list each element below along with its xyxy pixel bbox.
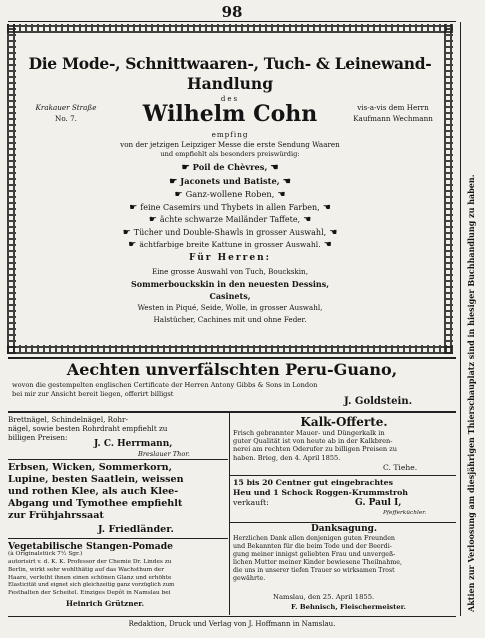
thanks-signature: F. Behnisch, Fleischermeister.	[291, 603, 406, 611]
goods-item: ☛ ächtfarbige breite Kattune in grosser Auswahl. ☚	[128, 240, 332, 250]
hay-occupation: Pfefferküchler.	[383, 510, 427, 516]
side-note-rule	[460, 22, 461, 616]
hay-line: Heu und 1 Schock Roggen-Krummstroh	[233, 488, 408, 497]
thanks-line: und Bekannten für die beim Tode und der Beerdi-	[233, 543, 392, 551]
pomade-signature: Heinrich Grützner.	[66, 599, 145, 608]
goods-item: ☛ Ganz-wollene Roben, ☚	[174, 189, 286, 200]
shop-title-line1: Die Mode-, Schnittwaaren-, Tuch- & Leinewand-	[28, 54, 432, 73]
pointing-hand-icon: ☛	[128, 240, 137, 250]
shop-title-line2: Handlung	[186, 74, 274, 93]
men-line: Sommerbouckskin in den neuesten Dessins,	[130, 279, 329, 289]
kalk-signature: C. Tiehe.	[383, 463, 418, 472]
side-note-text: Aktien zur Verloosung am diesjährigen Thierschauplatz sind in hiesiger Buchhandlung zu haben.	[466, 174, 476, 612]
thanks-title: Danksagung.	[310, 524, 378, 534]
pointing-hand-icon: ☚	[277, 190, 286, 200]
pomade-line: Elasticität und eignet sich gleichzeitig ganz vorzüglich zum	[8, 582, 175, 589]
kalk-advertisement	[233, 415, 455, 473]
goods-list	[21, 161, 439, 252]
pointing-hand-icon: ☚	[270, 163, 279, 173]
thanks-notice	[233, 524, 455, 614]
thanks-line: Herzlichen Dank allen denjenigen guten Freunden	[233, 535, 395, 542]
men-line: Casinets,	[209, 291, 251, 301]
pointing-hand-icon: ☚	[323, 240, 332, 250]
men-heading: Für Herren:	[189, 253, 271, 263]
pomade-title: Vegetabilische Stangen-Pomade	[8, 541, 173, 552]
left-address-number: No. 7.	[55, 114, 77, 123]
pointing-hand-icon: ☚	[322, 202, 331, 213]
goods-item: ☛ Poil de Chèvres, ☚	[181, 162, 279, 173]
separator-rule	[8, 411, 456, 413]
separator-rule	[8, 459, 228, 460]
pomade-price: (à Originalstück 7½ Sgr.)	[8, 551, 83, 557]
separator-rule	[230, 475, 456, 476]
friedlaender-signature: J. Friedländer.	[98, 524, 174, 535]
seeds-line: Abgang und Tymothee empfiehlt	[8, 498, 183, 509]
pomade-line: autorisirt v. d. K. K. Professor der Chemie Dr. Lindes zu	[8, 559, 172, 565]
herrmann-location: Breslauer Thor.	[138, 450, 190, 458]
goods-item: ☛ Tücher und Double-Shawls in grosser Auswahl, ☚	[122, 227, 338, 238]
border-top	[7, 24, 453, 33]
separator-rule	[230, 522, 456, 523]
pomade-advertisement	[8, 541, 226, 615]
header-rule	[8, 21, 456, 22]
kalk-line: haben. Brieg, den 4. April 1855.	[233, 453, 341, 462]
des-label: des	[220, 95, 240, 103]
pointing-hand-icon: ☛	[148, 215, 157, 225]
guano-text-line1: wovon die gestempelten englischen Certificate der Herren Antony Gibbs & Sons in London	[12, 381, 318, 389]
kalk-title: Kalk-Offerte.	[300, 415, 388, 429]
merchant-name: Wilhelm Cohn	[142, 101, 318, 127]
thanks-line: gung meiner innigst geliebten Frau und unvergeß-	[233, 551, 396, 559]
fair-shipment-line: von der jetzigen Leipziger Messe die erste Sendung Waaren	[120, 140, 340, 149]
received-label: empfing	[211, 130, 249, 139]
herrmann-line: nägel, sowie besten Rohrdraht empfiehlt zu	[8, 424, 168, 433]
pointing-hand-icon: ☛	[174, 190, 183, 200]
right-address-line2: Kaufmann Wechmann	[353, 114, 433, 123]
thanks-line: die uns in unserer tiefen Trauer so wirksamen Trost	[233, 567, 395, 575]
kalk-line: guter Qualität ist von heute ab in der Kalkbren-	[233, 437, 393, 446]
guano-title: Aechten unverfälschten Peru-Guano,	[66, 360, 398, 379]
herrmann-advertisement	[8, 415, 226, 459]
herrmann-line: billigen Preisen:	[8, 433, 68, 442]
page-number: 98	[221, 3, 243, 21]
thanks-place-date: Namslau, den 25. April 1855.	[273, 593, 375, 601]
recommend-line: und empfiehlt als besonders preiswürdig:	[160, 150, 300, 158]
footer-rule	[8, 616, 456, 617]
side-note-frame	[460, 22, 482, 616]
pointing-hand-icon: ☚	[303, 215, 312, 225]
seeds-line: und rothen Klee, als auch Klee-	[8, 486, 179, 497]
kalk-line: Frisch gebrannter Mauer- und Düngerkalk in	[233, 429, 385, 437]
herrmann-signature: J. C. Herrmann,	[94, 439, 173, 449]
thanks-line: gewährte.	[233, 575, 266, 583]
friedlaender-advertisement	[8, 462, 226, 537]
seeds-line: Lupine, besten Saatlein, weissen	[8, 474, 184, 485]
goods-item: ☛ Jaconets und Batiste, ☚	[169, 175, 291, 187]
border-right	[444, 24, 453, 354]
pointing-hand-icon: ☛	[122, 227, 131, 238]
border-bottom	[7, 345, 453, 354]
hay-signature: G. Paul I,	[355, 498, 402, 508]
separator-rule	[8, 538, 228, 539]
pomade-line: Haare, verleiht ihnen einen schönen Glanz und erhöhte	[8, 574, 172, 581]
men-line: Westen in Piqué, Seide, Wolle, in grosser Auswahl,	[137, 303, 323, 312]
publisher-footer: Redaktion, Druck und Verlag von J. Hoffmann in Namslau.	[128, 620, 336, 628]
left-address-street: Krakauer Straße	[35, 103, 97, 112]
pomade-text	[8, 559, 226, 598]
separator-rule	[8, 357, 456, 359]
hay-line: verkauft:	[233, 498, 269, 507]
kalk-line: nerei am rechten Oderufer zu billigen Preisen zu	[233, 445, 397, 454]
goods-item: ☛ ächte schwarze Mailänder Taffete, ☚	[148, 215, 312, 225]
herrmann-line: Brettnägel, Schindelnägel, Rohr-	[8, 415, 128, 424]
seeds-line: Erbsen, Wicken, Sommerkorn,	[8, 462, 172, 473]
pointing-hand-icon: ☚	[329, 227, 338, 238]
hay-advertisement	[233, 478, 455, 522]
cohn-advertisement	[7, 24, 453, 354]
men-goods-list	[21, 266, 439, 326]
column-divider	[229, 413, 230, 615]
pomade-line: Berlin, wirkt sehr wohlthätig auf das Wachsthum der	[8, 566, 164, 573]
seeds-line: zur Frühjahrssaat	[8, 510, 104, 521]
hay-line: 15 bis 20 Centner gut eingebrachtes	[233, 478, 393, 487]
guano-signature: J. Goldstein.	[344, 396, 413, 407]
men-line: Halstücher, Cachines mit und ohne Feder.	[153, 315, 307, 324]
men-line: Eine grosse Auswahl von Tuch, Bouckskin,	[152, 267, 308, 276]
right-address-line1: vis-a-vis dem Herrn	[357, 103, 429, 112]
thanks-line: lichen Mutter meiner Kinder bewiesene Theilnahme,	[233, 559, 402, 567]
border-left	[7, 24, 16, 354]
pointing-hand-icon: ☚	[282, 176, 291, 187]
pomade-line: Festhalten der Scheitel. Einziges Depôt in Namslau bei	[8, 590, 171, 597]
pointing-hand-icon: ☛	[181, 163, 190, 173]
pointing-hand-icon: ☛	[129, 202, 138, 213]
guano-text-line2: bei mir zur Ansicht bereit liegen, offerirt billigst	[12, 390, 174, 398]
guano-advertisement	[8, 360, 456, 410]
goods-item: ☛ feine Casemirs und Thybets in allen Farben, ☚	[129, 202, 331, 213]
pointing-hand-icon: ☛	[169, 176, 178, 187]
